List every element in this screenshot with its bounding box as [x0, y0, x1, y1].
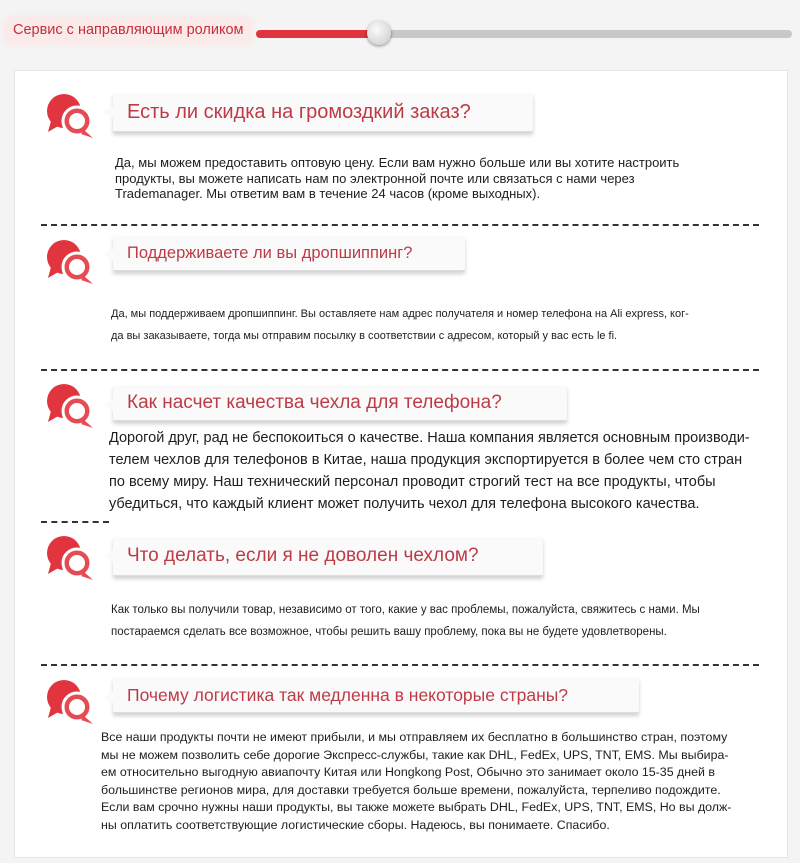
faq-panel — [14, 70, 788, 858]
faq-question — [113, 678, 639, 713]
answer-line: Как только вы получили товар, независимо от того, какие у вас проблемы, пожалуйста, свяжитесь с нами. Мы — [111, 604, 700, 616]
answer-line: ем относительно выгодную авиапочту Китая или Hongkong Post, Обычно это занимает около 15-35 дней в — [101, 765, 715, 779]
answer-line: Все наши продукты почти не имеют прибыли, и мы отправляем их бесплатно в большинство стран, поэтому — [101, 730, 728, 744]
progress-slider[interactable] — [256, 30, 792, 38]
answer-line: Trademanager. Мы ответим вам в течение 24 часов (кроме выходных). — [115, 186, 541, 201]
faq-question-text: Почему логистика так медленна в некоторые страны? — [127, 685, 569, 705]
answer-line: Да, мы можем предоставить оптовую цену. Если вам нужно больше или вы хотите настроить — [115, 155, 680, 170]
faq-item-slow-logistics — [15, 667, 787, 853]
faq-question — [113, 93, 533, 132]
answer-line: продукты, вы можете написать нам по электронной почте или связаться с нами через — [115, 170, 635, 186]
answer-line: ны оплатить соответствующие логистические сборы. Надеюсь, вы понимаете. Спасибо. — [101, 817, 610, 832]
answer-line: убедиться, что каждый клиент может получить чехол для телефона высокого качества. — [109, 496, 700, 512]
faq-question — [113, 386, 567, 421]
answer-line: Дорогой друг, рад не беспокоиться о качестве. Наша компания является основным производи- — [109, 430, 750, 446]
faq-answer — [111, 599, 779, 643]
faq-answer — [111, 303, 779, 347]
slider-handle[interactable] — [367, 21, 391, 45]
faq-answer — [101, 729, 781, 834]
divider — [41, 664, 759, 666]
chat-bubbles-icon — [43, 381, 99, 433]
page-title: Сервис с направляющим роликом — [7, 18, 250, 42]
faq-answer — [115, 155, 775, 202]
answer-line: мы не можем позволить себе дорогие Экспресс-службы, такие как DHL, FedEx, UPS, TNT, EMS. Мы выбира- — [101, 747, 729, 762]
faq-question-text: Есть ли скидка на громоздкий заказ? — [127, 101, 471, 123]
chat-bubbles-icon — [43, 91, 99, 143]
answer-line: постараемся сделать все возможное, чтобы решить вашу проблему, пока вы не будете удовлетворены. — [111, 626, 667, 638]
slider-fill — [256, 30, 379, 38]
answer-line: да вы заказываете, тогда мы отправим посылку в соответствии с адресом, который у вас есть le fi. — [111, 330, 618, 342]
faq-question — [113, 236, 465, 271]
faq-question — [113, 537, 543, 576]
faq-item-bulk-discount — [15, 71, 787, 221]
chat-bubbles-icon — [43, 237, 99, 289]
chat-bubbles-icon — [43, 677, 99, 729]
chat-bubbles-icon — [43, 533, 99, 585]
faq-question-text: Что делать, если я не доволен чехлом? — [127, 545, 479, 566]
faq-question-text: Поддерживаете ли вы дропшиппинг? — [127, 244, 413, 262]
answer-line: Если вам срочно нужны наши продукты, вы также можете выбрать DHL, FedEx, UPS, TNT, EMS, Но вы долж- — [101, 800, 732, 814]
answer-line: по всему миру. Наш технический персонал проводит строгий тест на все продукты, чтобы — [109, 474, 716, 490]
divider — [41, 224, 759, 226]
answer-line: Да, мы поддерживаем дропшиппинг. Вы оставляете нам адрес получателя и номер телефона на Ali express, ког- — [111, 308, 689, 320]
faq-question-text: Как насчет качества чехла для телефона? — [127, 392, 502, 413]
top-banner — [0, 0, 800, 62]
faq-item-dropshipping — [15, 227, 787, 367]
answer-line: телем чехлов для телефонов в Китае, наша продукция экспортируется в более чем сто стран — [109, 452, 743, 468]
faq-item-not-satisfied — [15, 523, 787, 663]
answer-line: большинстве регионов мира, для доставки требуется больше времени, пожалуйста, терпеливо подождите. — [101, 782, 721, 797]
faq-item-case-quality — [15, 371, 787, 521]
faq-answer — [109, 427, 785, 515]
